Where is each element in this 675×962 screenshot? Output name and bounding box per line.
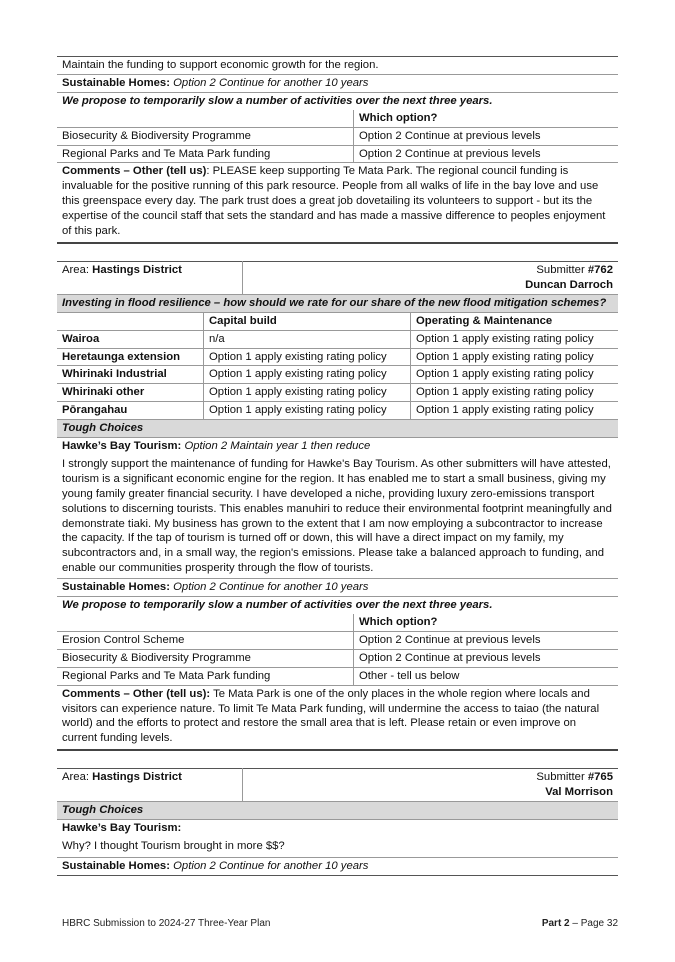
sustainable-value: Option 2 Continue for another 10 years (173, 581, 369, 594)
tough-choices-text: Tough Choices (62, 422, 144, 435)
table-row (57, 261, 618, 294)
choice-cell: Option 2 Continue at previous levels (354, 127, 619, 145)
slow-heading (57, 93, 618, 110)
submitter-name: Val Morrison (545, 786, 613, 799)
submitter-cell (243, 261, 619, 294)
area-value: Hastings District (92, 771, 182, 784)
slow-heading-text: We propose to temporarily slow a number of activities over the next three years. (62, 599, 493, 612)
choice-cell: Option 2 Continue at previous levels (354, 649, 619, 667)
area-label: Area: (62, 263, 90, 276)
flood-heading-text: Investing in flood resilience – how should we rate for our share of the new flood mitigation schemes? (62, 296, 607, 309)
opmaint-cell: Option 1 apply existing rating policy (411, 330, 619, 348)
sustainable-label: Sustainable Homes: (62, 581, 170, 594)
scheme-cell: Whirinaki other (57, 384, 204, 402)
tourism-label: Hawke’s Bay Tourism: (62, 440, 182, 453)
page-footer (62, 917, 618, 930)
table-row (57, 366, 618, 384)
slow-heading (57, 597, 618, 614)
submitter-number: #765 (587, 771, 613, 784)
table-row (57, 667, 618, 685)
comments-block (57, 686, 618, 752)
scheme-cell: Wairoa (57, 330, 204, 348)
tourism-label: Hawke’s Bay Tourism: (62, 821, 182, 834)
table-row (57, 384, 618, 402)
empty-cell (57, 110, 354, 127)
capital-header: Capital build (204, 313, 411, 330)
activity-cell: Erosion Control Scheme (57, 631, 354, 649)
sustainable-homes-row (57, 579, 618, 597)
flood-table (57, 313, 618, 420)
empty-cell (57, 614, 354, 631)
table-row (57, 631, 618, 649)
tourism-text: Why? I thought Tourism brought in more $$? (62, 839, 285, 852)
which-option-header: Which option? (354, 614, 619, 631)
scheme-cell: Pōrangahau (57, 402, 204, 420)
table-row (57, 127, 618, 145)
table-row (57, 769, 618, 802)
capital-cell: n/a (204, 330, 411, 348)
area-cell (57, 769, 243, 802)
capital-cell: Option 1 apply existing rating policy (204, 366, 411, 384)
table-row (57, 313, 618, 330)
which-option-header: Which option? (354, 110, 619, 127)
opmaint-cell: Option 1 apply existing rating policy (411, 384, 619, 402)
area-cell (57, 261, 243, 294)
top-text: Maintain the funding to support economic growth for the region. (57, 57, 618, 75)
table-row (57, 649, 618, 667)
activity-cell: Biosecurity & Biodiversity Programme (57, 127, 354, 145)
submitter-cell (243, 769, 619, 802)
area-label: Area: (62, 771, 90, 784)
area-value: Hastings District (92, 263, 182, 276)
scheme-cell: Whirinaki Industrial (57, 366, 204, 384)
table-row (57, 145, 618, 163)
sustainable-label: Sustainable Homes: (62, 859, 170, 872)
sustainable-homes-row (57, 75, 618, 93)
comments-text: Te Mata Park is one of the only places in the whole region where locals and visitors can experience nature. To limit Te Mata Park funding, will undermine the access to taiao (the natural world) and the efforts to protect and restore the small area that is left. Please retain or even improve on current funding levels. (62, 687, 600, 745)
tourism-block (57, 820, 618, 858)
comments-text: : PLEASE keep supporting Te Mata Park. The regional council funding is invaluable for the positive running of this park resource. People from all walks of life in the bay love and use this greenspace every day. The park trust does a great job dovetailing its volunteers to support - but its the expertise of the council staff that sets the standard and has made a massive difference to peoples enjoyment of this park. (62, 165, 606, 238)
opmaint-cell: Option 1 apply existing rating policy (411, 348, 619, 366)
opmaint-header: Operating & Maintenance (411, 313, 619, 330)
table-row (57, 330, 618, 348)
submitter-number: #762 (587, 263, 613, 276)
footer-title: HBRC Submission to 2024-27 Three-Year Plan (62, 918, 271, 929)
choice-cell: Option 2 Continue at previous levels (354, 145, 619, 163)
flood-heading (57, 295, 618, 313)
sustainable-value: Option 2 Continue for another 10 years (173, 76, 369, 89)
comments-label: Comments – Other (tell us) (62, 165, 207, 178)
table-row (57, 348, 618, 366)
activity-cell: Biosecurity & Biodiversity Programme (57, 649, 354, 667)
table-row (57, 110, 618, 127)
table-row (57, 614, 618, 631)
page-number (542, 917, 618, 930)
submitter-header (57, 261, 618, 295)
tough-choices-text: Tough Choices (62, 804, 144, 817)
capital-cell: Option 1 apply existing rating policy (204, 384, 411, 402)
submitter-name: Duncan Darroch (525, 278, 613, 291)
page-label: – Page 32 (569, 918, 618, 929)
tough-choices-heading (57, 802, 618, 820)
sustainable-label: Sustainable Homes: (62, 76, 170, 89)
activity-cell: Regional Parks and Te Mata Park funding (57, 145, 354, 163)
options-table (57, 110, 618, 164)
choice-cell: Option 2 Continue at previous levels (354, 631, 619, 649)
tourism-value: Option 2 Maintain year 1 then reduce (184, 440, 371, 453)
comments-label: Comments – Other (tell us): (62, 687, 211, 700)
tourism-text: I strongly support the maintenance of funding for Hawke's Bay Tourism. As other submitters will have attested, tourism is a significant economic engine for the region. It has enabled me to start a small business, giving my young family greater financial security. I have developed a niche, providing luxury zero-emissions transport solutions to discerning tourists. This enables manuhiri to reduce their environmental footprint meaningfully and demonstrate tiaki. My business has grown to the extent that I am now employing a subcontractor to increase the capacity. If the tap of tourism is turned off or down, this will have a direct impact on my family, my subcontractors and, in a small way, the region's emissions. Please take a balanced approach to funding, and enable our communities prosperity through the flow of tourists. (62, 457, 612, 575)
choice-cell: Other - tell us below (354, 667, 619, 685)
slow-heading-text: We propose to temporarily slow a number of activities over the next three years. (62, 94, 493, 107)
comments-block (57, 163, 618, 244)
sustainable-value: Option 2 Continue for another 10 years (173, 859, 369, 872)
opmaint-cell: Option 1 apply existing rating policy (411, 402, 619, 420)
submitter-label: Submitter (536, 771, 585, 784)
capital-cell: Option 1 apply existing rating policy (204, 402, 411, 420)
options-table (57, 614, 618, 686)
scheme-cell: Heretaunga extension (57, 348, 204, 366)
tourism-block (57, 438, 618, 579)
opmaint-cell: Option 1 apply existing rating policy (411, 366, 619, 384)
part-label: Part 2 (541, 918, 570, 929)
table-row (57, 402, 618, 420)
activity-cell: Regional Parks and Te Mata Park funding (57, 667, 354, 685)
page-content (57, 56, 618, 876)
empty-cell (57, 313, 204, 330)
submitter-header (57, 768, 618, 802)
capital-cell: Option 1 apply existing rating policy (204, 348, 411, 366)
submitter-label: Submitter (536, 263, 585, 276)
tough-choices-heading (57, 420, 618, 438)
sustainable-homes-row (57, 858, 618, 876)
